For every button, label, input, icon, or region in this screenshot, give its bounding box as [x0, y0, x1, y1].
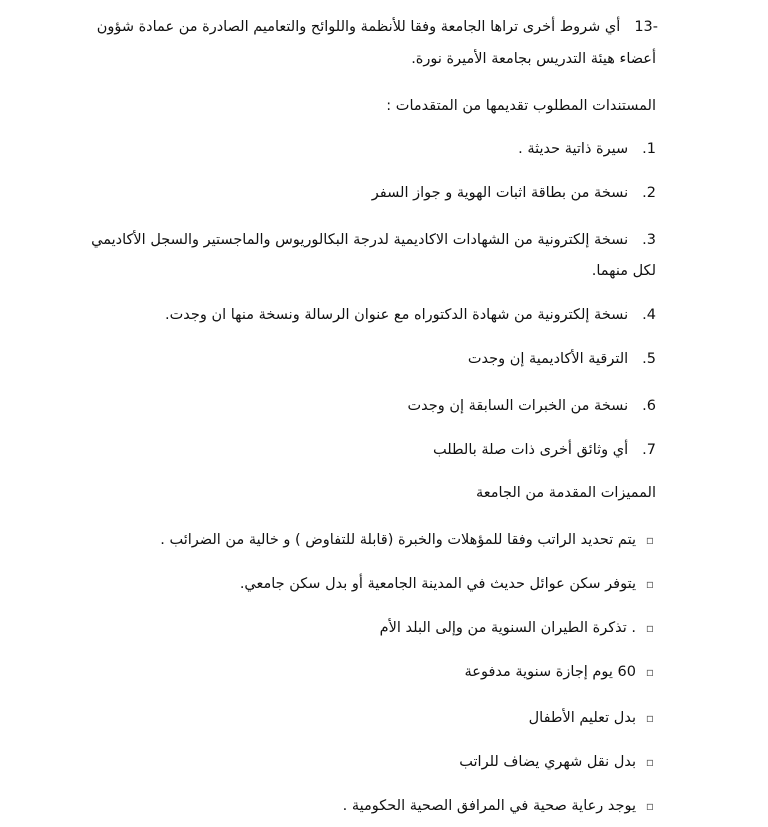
document-item-3-text: نسخة إلكترونية من الشهادات الاكاديمية لدرجة البكالوريوس والماجستير والسجل الأكاديمي: [91, 232, 629, 248]
bullet-icon: ▫: [645, 533, 655, 547]
benefit-item-1-text: يتم تحديد الراتب وفقا للمؤهلات والخبرة (قابلة للتفاوض ) و خالية من الضرائب .: [160, 532, 636, 548]
clause-13-line-1: [97, 17, 658, 37]
document-item-5-text: الترقية الأكاديمية إن وجدت: [467, 351, 629, 367]
clause-13-line-2: أعضاء هيئة التدريس بجامعة الأميرة نورة.: [411, 51, 656, 67]
document-item-4-number: .4: [642, 307, 656, 323]
document-item-6: [407, 396, 656, 416]
benefits-heading: المميزات المقدمة من الجامعة: [476, 485, 656, 501]
bullet-icon: ▫: [645, 621, 655, 635]
document-item-7-number: .7: [642, 442, 656, 458]
document-item-3: [91, 230, 656, 250]
document-item-2-number: .2: [642, 185, 656, 201]
benefit-item-2: [240, 574, 660, 594]
document-item-5: [468, 349, 656, 369]
benefit-item-6: [459, 752, 660, 772]
document-item-7: [433, 440, 656, 460]
bullet-icon: ▫: [645, 665, 655, 679]
document-item-1-text: سيرة ذاتية حديثة .: [518, 141, 629, 157]
document-item-2: [372, 183, 656, 203]
benefit-item-4-text: 60 يوم إجازة سنوية مدفوعة: [464, 664, 636, 680]
bullet-icon: ▫: [645, 577, 655, 591]
bullet-icon: ▫: [645, 799, 655, 813]
benefit-item-6-text: بدل نقل شهري يضاف للراتب: [459, 754, 636, 770]
bullet-icon: ▫: [645, 711, 655, 725]
clause-13-number: 13-: [634, 19, 658, 35]
document-item-3-continuation: لكل منهما.: [591, 263, 656, 279]
benefit-item-7: [343, 796, 660, 816]
benefit-item-1: [160, 530, 660, 550]
document-item-4-text: نسخة إلكترونية من شهادة الدكتوراه مع عنوان الرسالة ونسخة منها ان وجدت.: [165, 307, 629, 323]
benefit-item-5: [529, 708, 660, 728]
documents-heading: المستندات المطلوب تقديمها من المتقدمات :: [386, 98, 656, 114]
document-item-3-number: .3: [642, 232, 656, 248]
document-item-6-number: .6: [642, 398, 656, 414]
document-item-2-text: نسخة من بطاقة اثبات الهوية و جواز السفر: [371, 185, 629, 201]
document-item-1-number: .1: [642, 141, 656, 157]
document-item-4: [165, 305, 656, 325]
document-item-5-number: .5: [642, 351, 656, 367]
clause-13-text-1: أي شروط أخرى تراها الجامعة وفقا للأنظمة واللوائح والتعاميم الصادرة من عمادة شؤون: [96, 19, 621, 35]
benefit-item-2-text: يتوفر سكن عوائل حديث في المدينة الجامعية أو بدل سكن جامعي.: [239, 576, 636, 592]
benefit-item-4: [465, 662, 660, 682]
benefit-item-7-text: يوجد رعاية صحية في المرافق الصحية الحكومية .: [342, 798, 636, 814]
document-item-6-text: نسخة من الخبرات السابقة إن وجدت: [407, 398, 629, 414]
benefit-item-5-text: بدل تعليم الأطفال: [528, 710, 636, 726]
benefit-item-3-text: . تذكرة الطيران السنوية من وإلى البلد الأم: [379, 620, 636, 636]
bullet-icon: ▫: [645, 755, 655, 769]
document-item-7-text: أي وثائق أخرى ذات صلة بالطلب: [432, 442, 629, 458]
benefit-item-3: [380, 618, 660, 638]
document-item-1: [518, 139, 656, 159]
